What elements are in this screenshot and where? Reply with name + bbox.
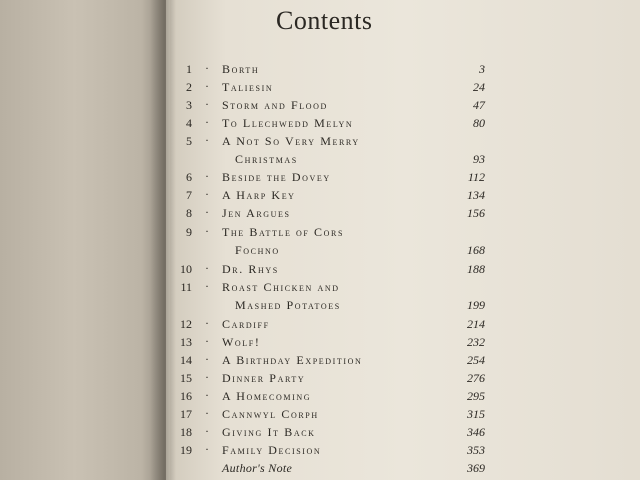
toc-entry	[0, 134, 640, 152]
chapter-number: 10	[180, 262, 192, 276]
chapter-title: Wolf!	[222, 335, 261, 349]
chapter-number: 8	[186, 206, 192, 220]
toc-entry	[0, 335, 640, 353]
chapter-page: 199	[467, 298, 485, 312]
chapter-title: A Not So Very Merry	[222, 134, 360, 148]
chapter-page: 254	[467, 353, 485, 367]
page-title: Contents	[276, 6, 373, 35]
toc-entry	[0, 62, 640, 80]
chapter-number: 18	[180, 425, 192, 439]
chapter-page: 214	[467, 317, 485, 331]
toc-entry	[0, 280, 640, 298]
chapter-title: Storm and Flood	[222, 98, 328, 112]
chapter-page: 112	[467, 170, 485, 184]
toc-entry	[0, 262, 640, 280]
toc-entry	[0, 80, 640, 98]
chapter-title: Cardiff	[222, 317, 270, 331]
separator-dot: ·	[205, 187, 209, 201]
chapter-title: Giving It Back	[222, 425, 316, 439]
toc-entry-continued	[0, 243, 640, 261]
chapter-page: 134	[467, 188, 485, 202]
separator-dot: ·	[205, 316, 209, 330]
chapter-number: 5	[186, 134, 192, 148]
chapter-title: Dr. Rhys	[222, 262, 279, 276]
separator-dot: ·	[205, 261, 209, 275]
chapter-page: 315	[467, 407, 485, 421]
chapter-title-continued: Mashed Potatoes	[235, 298, 341, 312]
toc-entry	[0, 353, 640, 371]
chapter-number: 15	[180, 371, 192, 385]
chapter-title: Cannwyl Corph	[222, 407, 319, 421]
chapter-page: 3	[479, 62, 485, 76]
toc-entry	[0, 389, 640, 407]
toc-entry	[0, 170, 640, 188]
chapter-title: Borth	[222, 62, 260, 76]
separator-dot: ·	[205, 224, 209, 238]
separator-dot: ·	[205, 370, 209, 384]
toc-entry	[0, 443, 640, 461]
chapter-number: 12	[180, 317, 192, 331]
chapter-page: 168	[467, 243, 485, 257]
chapter-title: To Llechwedd Melyn	[222, 116, 354, 130]
author-note-page: 369	[467, 461, 485, 475]
chapter-page: 188	[467, 262, 485, 276]
separator-dot: ·	[205, 169, 209, 183]
author-note-title: Author's Note	[222, 461, 293, 475]
chapter-page: 156	[467, 206, 485, 220]
chapter-title: Family Decision	[222, 443, 322, 457]
separator-dot: ·	[205, 205, 209, 219]
chapter-title: Roast Chicken and	[222, 280, 340, 294]
chapter-title: A Harp Key	[222, 188, 296, 202]
chapter-number: 17	[180, 407, 192, 421]
separator-dot: ·	[205, 61, 209, 75]
separator-dot: ·	[205, 115, 209, 129]
chapter-page: 80	[473, 116, 485, 130]
chapter-page: 93	[473, 152, 485, 166]
chapter-page: 276	[467, 371, 485, 385]
toc-entry	[0, 98, 640, 116]
separator-dot: ·	[205, 279, 209, 293]
separator-dot: ·	[205, 352, 209, 366]
chapter-page: 47	[473, 98, 485, 112]
separator-dot: ·	[205, 442, 209, 456]
chapter-page: 353	[467, 443, 485, 457]
toc-entry-continued	[0, 298, 640, 316]
separator-dot: ·	[205, 406, 209, 420]
chapter-number: 9	[186, 225, 192, 239]
chapter-number: 11	[180, 280, 192, 294]
chapter-title-continued: Fochno	[235, 243, 280, 257]
separator-dot: ·	[205, 334, 209, 348]
chapter-number: 6	[186, 170, 192, 184]
separator-dot: ·	[205, 424, 209, 438]
separator-dot: ·	[205, 388, 209, 402]
chapter-number: 1	[186, 62, 192, 76]
chapter-page: 346	[467, 425, 485, 439]
chapter-page: 24	[473, 80, 485, 94]
separator-dot: ·	[205, 133, 209, 147]
toc-entry	[0, 407, 640, 425]
chapter-number: 3	[186, 98, 192, 112]
toc-entry	[0, 206, 640, 224]
chapter-number: 19	[180, 443, 192, 457]
chapter-number: 2	[186, 80, 192, 94]
toc-entry	[0, 425, 640, 443]
chapter-page: 232	[467, 335, 485, 349]
toc-entry	[0, 188, 640, 206]
chapter-number: 7	[186, 188, 192, 202]
chapter-number: 13	[180, 335, 192, 349]
chapter-number: 14	[180, 353, 192, 367]
chapter-title: Taliesin	[222, 80, 274, 94]
chapter-page: 295	[467, 389, 485, 403]
toc-entry	[0, 225, 640, 243]
chapter-title: A Homecoming	[222, 389, 312, 403]
chapter-title: A Birthday Expedition	[222, 353, 363, 367]
chapter-title: The Battle of Cors	[222, 225, 345, 239]
toc-entry	[0, 116, 640, 134]
toc-entry	[0, 371, 640, 389]
chapter-title: Dinner Party	[222, 371, 306, 385]
chapter-title-continued: Christmas	[235, 152, 298, 166]
chapter-title: Beside the Dovey	[222, 170, 331, 184]
chapter-title: Jen Argues	[222, 206, 291, 220]
separator-dot: ·	[205, 97, 209, 111]
toc-entry	[0, 317, 640, 335]
chapter-number: 4	[186, 116, 192, 130]
author-note-entry	[0, 461, 640, 479]
toc-entry-continued	[0, 152, 640, 170]
separator-dot: ·	[205, 79, 209, 93]
chapter-number: 16	[180, 389, 192, 403]
